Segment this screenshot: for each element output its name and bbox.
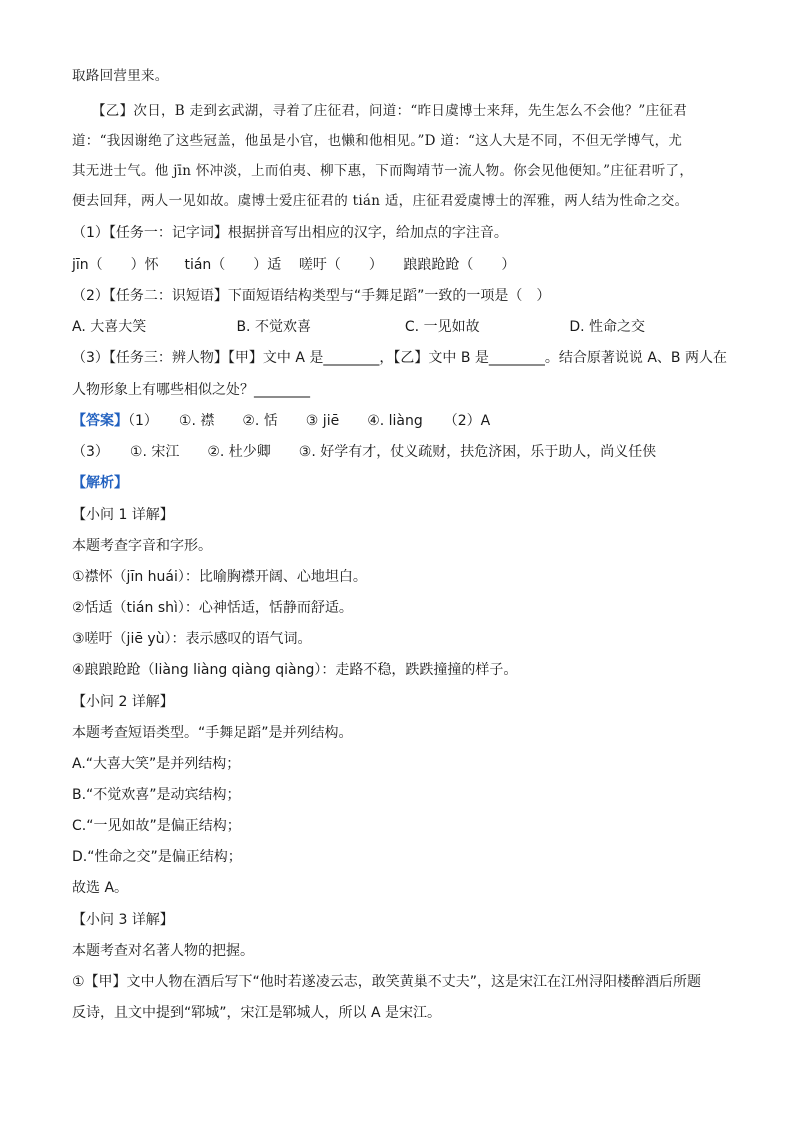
analysis-text: ④踉踉跄跄（liàng liàng qiàng qiàng）：走路不稳，跌跌撞撞的样子。 [72, 662, 518, 678]
analysis-text: B.“不觉欢喜”是动宾结构； [72, 787, 241, 803]
q1-item: tián（ ）适 [184, 257, 282, 273]
analysis-text: 本题考查对名著人物的把握。 [72, 943, 254, 959]
q2-option-a: A. 大喜大笑 [72, 319, 147, 335]
analysis-text: C.“一见如故”是偏正结构； [72, 818, 241, 834]
passage-line: 其无进士气。他 jīn 怀冲淡，上而伯夷、柳下惠，下而陶靖节一流人物。你会见他便知。”庄征君听了， [72, 163, 694, 179]
answer-label: 【答案】 [72, 413, 128, 429]
q2-option-c: C. 一见如故 [404, 319, 480, 335]
analysis-text: ①襟怀（jīn huái）：比喻胸襟开阔、心地坦白。 [72, 569, 367, 585]
analysis-text: ①【甲】文中人物在酒后写下“他时若遂凌云志，敢笑黄巢不丈夫”，这是宋江在江州浔阳楼醉酒后所题 [72, 974, 702, 990]
passage-line: 【乙】次日，B 走到玄武湖，寻着了庄征君，问道：“昨日虞博士来拜，先生怎么不会他？”庄征君 [92, 103, 688, 119]
question-1-prompt: （1）【任务一：记字词】根据拼音写出相应的汉字，给加点的字注音。 [72, 225, 508, 241]
question-2-prompt: （2）【任务二：识短语】下面短语结构类型与“手舞足蹈”一致的一项是（ ） [72, 288, 551, 304]
q1-item: 嗟吁（ ） [298, 257, 383, 273]
answer-text: （1） ①. 襟 ②. 恬 ③ jiē ④. liàng （2）A [128, 413, 491, 429]
answer-line: （3） ①. 宋江 ②. 杜少卿 ③. 好学有才，仗义疏财，扶危济困，乐于助人，尚义任侠 [72, 444, 657, 460]
analysis-text: 反诗，且文中提到“郓城”，宋江是郓城人，所以 A 是宋江。 [72, 1005, 441, 1021]
q2-option-b: B. 不觉欢喜 [236, 319, 311, 335]
analysis-text: 故选 A。 [72, 880, 129, 896]
passage-line: 便去回拜，两人一见如故。虞博士爱庄征君的 tián 适，庄征君爱虞博士的浑雅，两人结为性命之交。 [72, 193, 689, 209]
analysis-text: 本题考查短语类型。“手舞足蹈”是并列结构。 [72, 725, 353, 741]
section-title: 【小问 1 详解】 [72, 507, 174, 523]
question-2-options [72, 317, 722, 337]
analysis-text: ②恬适（tián shì）：心神恬适，恬静而舒适。 [72, 600, 353, 616]
answer-line [72, 411, 722, 431]
question-3-line: （3）【任务三：辨人物】【甲】文中 A 是________，【乙】文中 B 是________。结合原著说说 A、B 两人在 [72, 350, 727, 366]
q1-item: jīn（ ）怀 [72, 257, 159, 273]
q2-option-d: D. 性命之交 [569, 319, 646, 335]
passage-line: 道：“我因谢绝了这些冠盖，他虽是小官，也懒和他相见。”D 道：“这人大是不同，不但无学博气，尤 [72, 133, 683, 149]
analysis-text: ③嗟吁（jiē yù）：表示感叹的语气词。 [72, 631, 312, 647]
analysis-text: A.“大喜大笑”是并列结构； [72, 756, 241, 772]
q1-item: 踉踉跄跄（ ） [403, 257, 516, 273]
analysis-text: 本题考查字音和字形。 [72, 538, 212, 554]
analysis-text: D.“性命之交”是偏正结构； [72, 849, 242, 865]
passage-line: 取路回营里来。 [72, 68, 169, 84]
section-title: 【小问 2 详解】 [72, 694, 174, 710]
question-3-line: 人物形象上有哪些相似之处？________ [72, 382, 310, 398]
section-title: 【小问 3 详解】 [72, 912, 174, 928]
analysis-label: 【解析】 [72, 475, 128, 491]
question-1-items [72, 255, 722, 275]
